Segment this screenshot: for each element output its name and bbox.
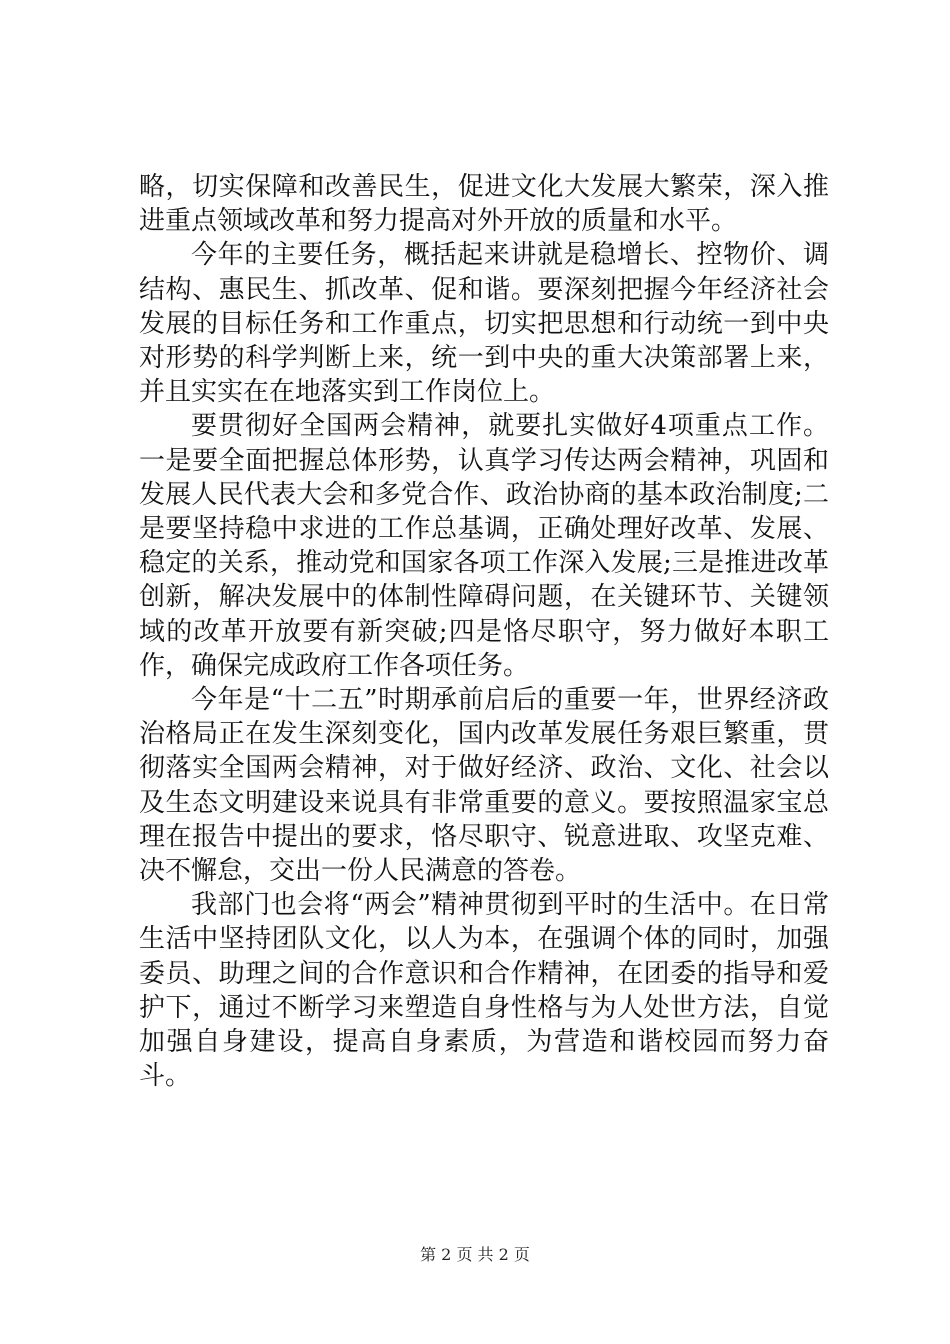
paragraph-2: 今年的主要任务，概括起来讲就是稳增长、控物价、调结构、惠民生、抓改革、促和谐。要深刻把握今年经济社会发展的目标任务和工作重点，切实把思想和行动统一到中央对形势的科学判断上来，统一到中央的重大决策部署上来，并且实实在在地落实到工作岗位上。 <box>139 240 829 408</box>
document-body <box>139 170 829 1093</box>
paragraph-5: 我部门也会将“两会”精神贯彻到平时的生活中。在日常生活中坚持团队文化，以人为本，在强调个体的同时，加强委员、助理之间的合作意识和合作精神，在团委的指导和爱护下，通过不断学习来塑造自身性格与为人处世方法，自觉加强自身建设，提高自身素质，为营造和谐校园而努力奋斗。 <box>139 890 829 1092</box>
paragraph-1: 略，切实保障和改善民生，促进文化大发展大繁荣，深入推进重点领域改革和努力提高对外开放的质量和水平。 <box>139 172 829 237</box>
paragraph-4: 今年是“十二五”时期承前启后的重要一年，世界经济政治格局正在发生深刻变化，国内改革发展任务艰巨繁重，贯彻落实全国两会精神，对于做好经济、政治、文化、社会以及生态文明建设来说具有非常重要的意义。要按照温家宝总理在报告中提出的要求，恪尽职守、锐意进取、攻坚克难、决不懈怠，交出一份人民满意的答卷。 <box>139 685 829 887</box>
page-number-footer: 第 2 页 共 2 页 <box>420 1245 530 1264</box>
paragraph-3: 要贯彻好全国两会精神，就要扎实做好4项重点工作。一是要全面把握总体形势，认真学习传达两会精神，巩固和发展人民代表大会和多党合作、政治协商的基本政治制度;二是要坚持稳中求进的工作总基调，正确处理好改革、发展、稳定的关系，推动党和国家各项工作深入发展;三是推进改革创新，解决发展中的体制性障碍问题，在关键环节、关键领域的改革开放要有新突破;四是恪尽职守，努力做好本职工作，确保完成政府工作各项任务。 <box>139 411 829 681</box>
